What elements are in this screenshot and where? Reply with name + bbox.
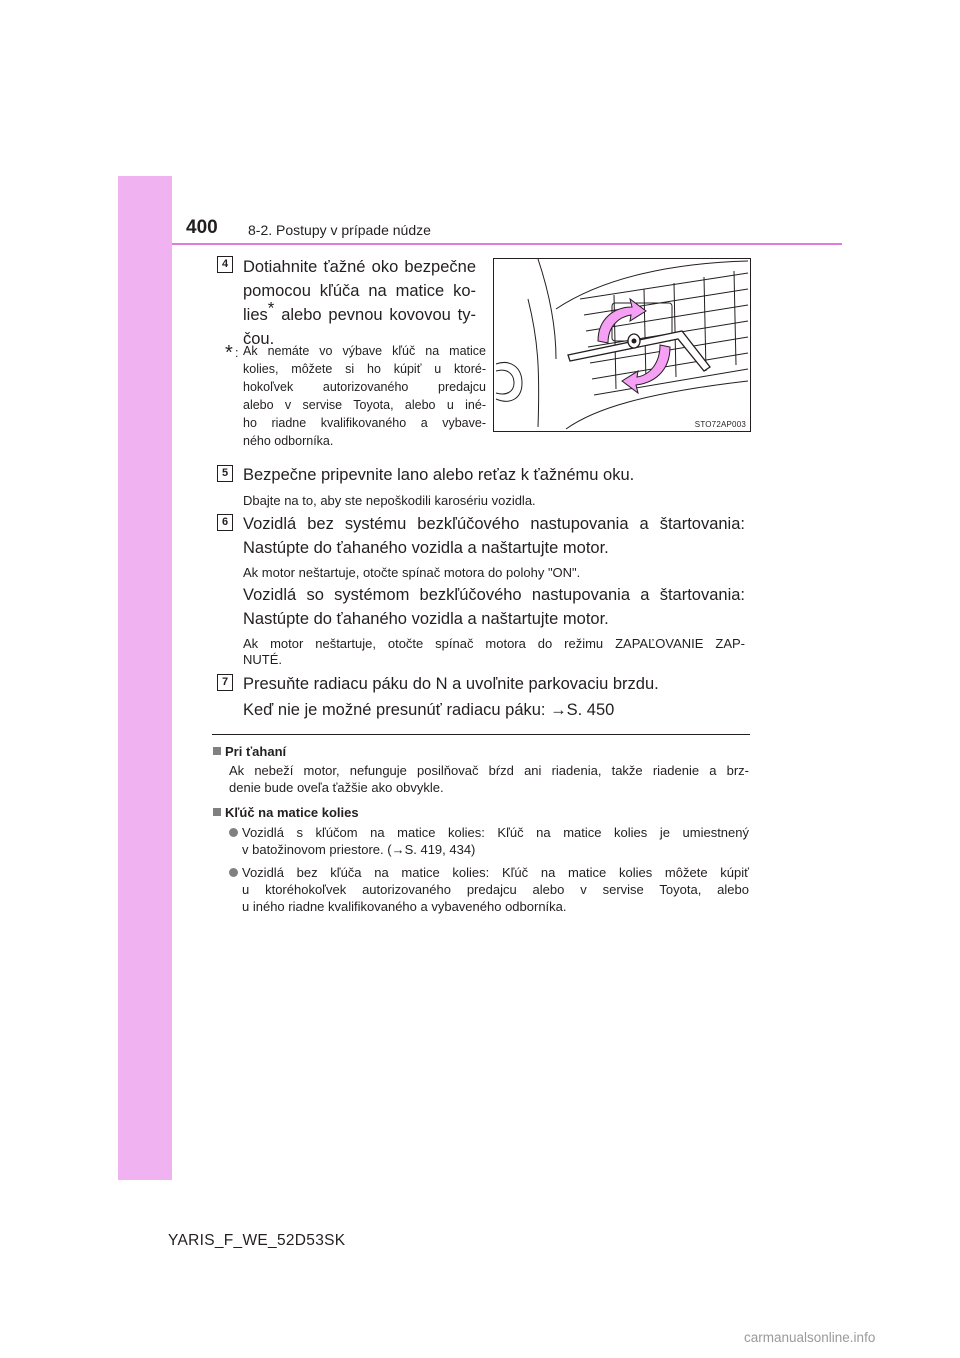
- step-5-number: 5: [217, 465, 233, 482]
- step-4-note-line-4: alebo v servise Toyota, alebo u iné-: [243, 398, 486, 412]
- header-rule: [172, 243, 842, 245]
- step-6-number: 6: [217, 514, 233, 531]
- circle-bullet-icon: [229, 868, 238, 877]
- step-4-note-line-3: hokoľvek autorizovaného predajcu: [243, 380, 486, 394]
- step-6b-sub-line-2: NUTÉ.: [243, 652, 282, 667]
- asterisk-mark: *: [267, 298, 275, 318]
- note-wrench-bullet-2: [229, 864, 241, 881]
- step-4-note-line-1: Ak nemáte vo výbave kľúč na matice: [243, 344, 486, 358]
- section-separator: [212, 734, 750, 735]
- note-wrench-b2-line-1: Vozidlá bez kľúča na matice kolies: Kľúč na matice kolies môžete kúpiť: [242, 865, 749, 880]
- step-6b-sub-line-1: Ak motor neštartuje, otočte spínač motora do režimu ZAPAĽOVANIE ZAP-: [243, 636, 745, 651]
- step-5-sub: Dbajte na to, aby ste nepoškodili karosériu vozidla.: [243, 493, 536, 508]
- step-7-number: 7: [217, 674, 233, 691]
- note-towing-line-1: Ak nebeží motor, nefunguje posilňovač bŕzd ani riadenia, takže riadenie a brz-: [229, 763, 749, 778]
- note-wrench-b2-line-3: u iného riadne kvalifikovaného a vybaveného odborníka.: [242, 899, 567, 914]
- step-4-line-1: Dotiahnite ťažné oko bezpečne: [243, 258, 476, 276]
- square-bullet-icon: [213, 808, 221, 816]
- square-bullet-icon: [213, 747, 221, 755]
- step-4-line-4: čou.: [243, 330, 275, 348]
- bumper-drawing: [494, 259, 750, 431]
- step-5-text: Bezpečne pripevnite lano alebo reťaz k ťažnému oku.: [243, 466, 635, 484]
- step-4-line-3-pre: lies: [243, 306, 268, 324]
- tow-eye-illustration: [493, 258, 751, 432]
- watermark: carmanualsonline.info: [744, 1330, 876, 1345]
- step-4-note-line-2: kolies, môžete si ho kúpiť u ktoré-: [243, 362, 486, 376]
- step-6a-line-2: Nastúpte do ťahaného vozidla a naštartujte motor.: [243, 539, 609, 557]
- step-4-line-3-post: alebo pevnou kovovou ty-: [274, 306, 476, 324]
- note-wrench-heading: Kľúč na matice kolies: [213, 804, 359, 821]
- note-towing-line-2: denie bude oveľa ťažšie ako obvykle.: [229, 780, 444, 795]
- step-6b-line-1: Vozidlá so systémom bezkľúčového nastupovania a štartovania:: [243, 586, 745, 604]
- step-4-line-3: [243, 298, 476, 327]
- step-7-line-2: Keď nie je možné presunúť radiacu páku: →S. 450: [243, 701, 615, 719]
- step-6a-line-1: Vozidlá bez systému bezkľúčového nastupovania a štartovania:: [243, 515, 745, 533]
- document-code: YARIS_F_WE_52D53SK: [168, 1232, 346, 1249]
- illustration-code: STO72AP003: [694, 420, 746, 429]
- step-4-note-line-6: ného odborníka.: [243, 434, 334, 448]
- note-wrench-b1-line-2: v batožinovom priestore. (→S. 419, 434): [242, 842, 476, 857]
- step-6b-line-2: Nastúpte do ťahaného vozidla a naštartujte motor.: [243, 610, 609, 628]
- note-wrench-b2-line-2: u ktoréhokoľvek autorizovaného predajcu alebo v servise Toyota, alebo: [242, 882, 749, 897]
- note-towing-heading: Pri ťahaní: [213, 743, 286, 760]
- sidebar-tab: [118, 176, 172, 1180]
- step-4-note-line-5: ho riadne kvalifikovaného a vybave-: [243, 416, 486, 430]
- note-asterisk: *: [225, 342, 233, 364]
- circle-bullet-icon: [229, 828, 238, 837]
- page-number: 400: [186, 217, 218, 238]
- note-wrench-bullet-1: [229, 824, 241, 841]
- step-7-text: Presuňte radiacu páku do N a uvoľnite parkovaciu brzdu.: [243, 675, 659, 693]
- step-6a-sub: Ak motor neštartuje, otočte spínač motora do polohy "ON".: [243, 565, 581, 580]
- note-wrench-b1-line-1: Vozidlá s kľúčom na matice kolies: Kľúč na matice kolies je umiestnený: [242, 825, 749, 840]
- step-4-number: 4: [217, 256, 233, 273]
- section-title: 8-2. Postupy v prípade núdze: [248, 222, 431, 238]
- step-4-line-2: pomocou kľúča na matice ko-: [243, 282, 476, 300]
- note-colon: :: [235, 346, 239, 360]
